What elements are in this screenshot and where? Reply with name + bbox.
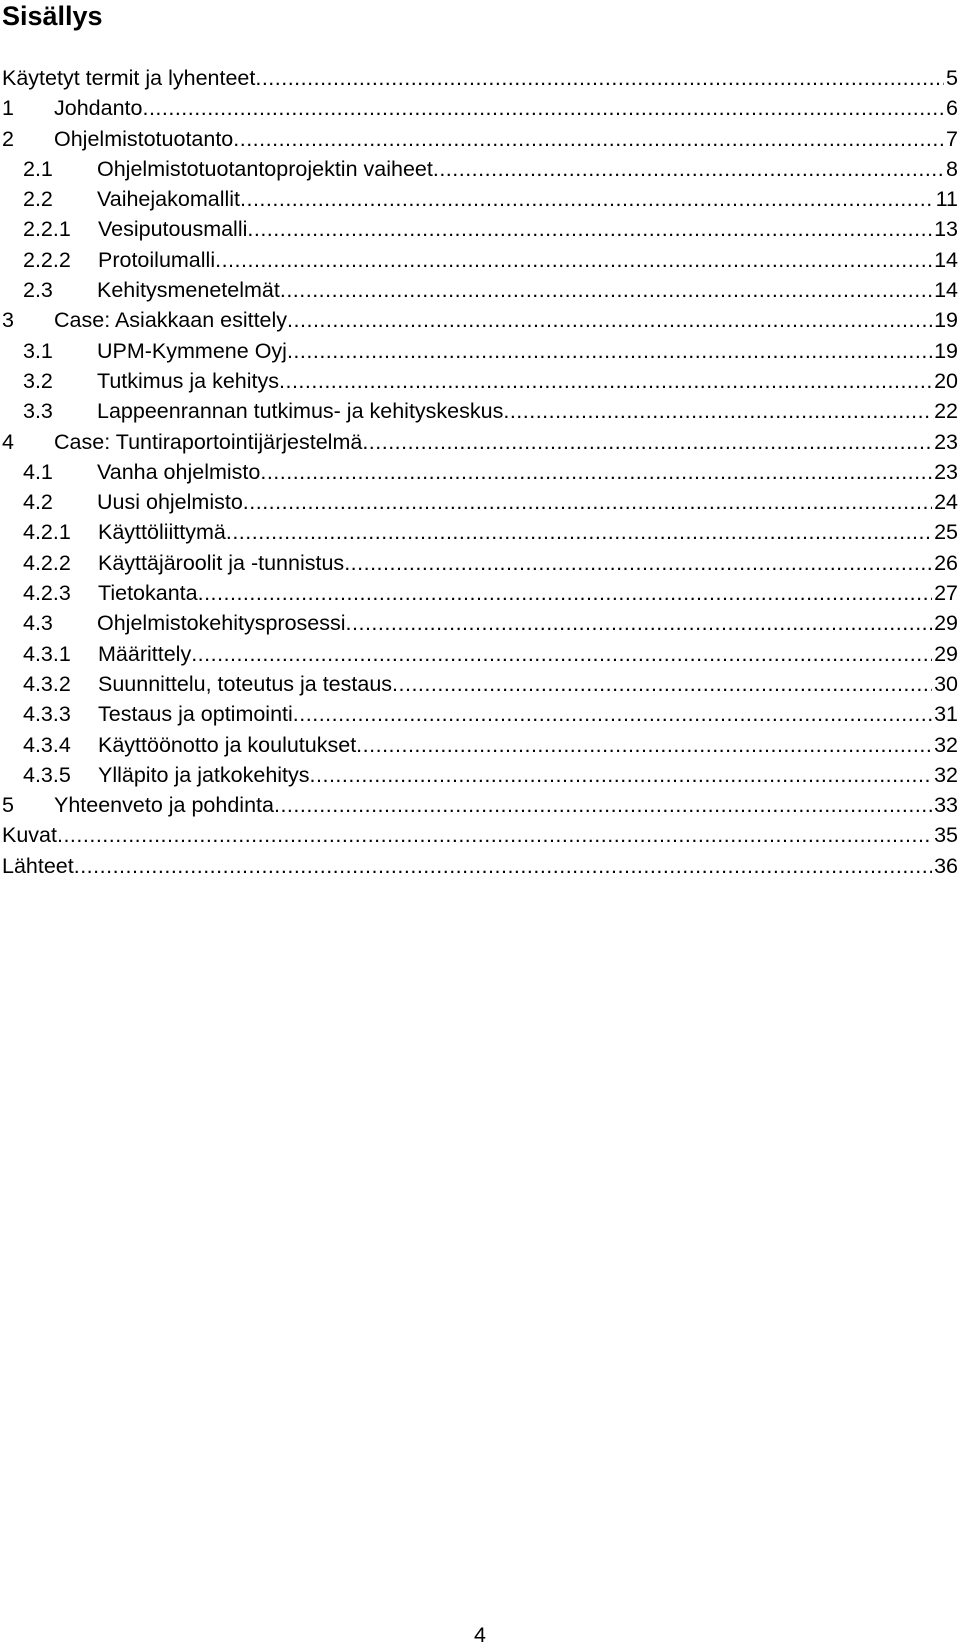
toc-dot-leader — [240, 184, 934, 214]
toc-entry[interactable] — [2, 730, 958, 760]
table-of-contents — [2, 63, 958, 881]
toc-entry-page: 20 — [934, 368, 958, 393]
toc-entry-page: 5 — [946, 66, 958, 90]
toc-entry-page: 27 — [934, 581, 958, 606]
toc-entry-title: Yhteenveto ja pohdinta — [54, 793, 274, 818]
toc-entry-page: 24 — [934, 490, 958, 515]
toc-entry-number: 5 — [2, 793, 14, 818]
toc-entry-title: Tutkimus ja kehitys — [97, 368, 280, 393]
toc-entry[interactable] — [2, 457, 958, 487]
toc-entry-title: Ylläpito ja jatkokehitys — [98, 762, 310, 787]
toc-entry-title: Kehitysmenetelmät — [97, 278, 280, 303]
toc-entry-page: 19 — [934, 308, 958, 333]
toc-dot-leader — [344, 548, 932, 578]
toc-entry-number: 4.3 — [23, 611, 53, 636]
toc-entry-page: 8 — [946, 156, 958, 181]
toc-entry-page: 11 — [935, 187, 958, 212]
toc-entry[interactable] — [2, 548, 958, 578]
toc-entry-page: 32 — [934, 732, 958, 757]
toc-dot-leader — [280, 275, 932, 305]
toc-dot-leader — [198, 578, 932, 608]
toc-entry-title: Vanha ohjelmisto — [97, 459, 261, 484]
toc-entry[interactable] — [2, 336, 958, 366]
toc-entry[interactable] — [2, 760, 958, 790]
toc-entry[interactable] — [2, 305, 958, 335]
toc-entry-page: 32 — [934, 762, 958, 787]
toc-entry-title: Suunnittelu, toteutus ja testaus — [98, 671, 393, 696]
toc-entry-number: 2.2.2 — [23, 247, 71, 272]
toc-entry[interactable] — [2, 184, 958, 214]
toc-entry[interactable] — [2, 820, 958, 850]
toc-entry-page: 14 — [934, 278, 958, 303]
toc-entry-title: UPM-Kymmene Oyj — [97, 338, 287, 363]
toc-dot-leader — [243, 487, 932, 517]
toc-dot-leader — [287, 305, 932, 335]
toc-entry[interactable] — [2, 851, 958, 881]
toc-entry-title: Johdanto — [54, 96, 143, 121]
toc-entry-title: Ohjelmistotuotanto — [54, 126, 234, 151]
toc-entry-title: Ohjelmistotuotantoprojektin vaiheet — [97, 156, 433, 181]
toc-dot-leader — [247, 214, 932, 244]
toc-entry[interactable] — [2, 790, 958, 820]
toc-entry-title: Uusi ohjelmisto — [97, 490, 243, 515]
toc-entry[interactable] — [2, 93, 958, 123]
toc-entry-title: Protoilumalli — [98, 247, 216, 272]
toc-entry-page: 23 — [934, 429, 958, 454]
toc-entry-page: 14 — [934, 247, 958, 272]
toc-entry[interactable] — [2, 124, 958, 154]
toc-entry-title: Testaus ja optimointi — [98, 702, 293, 727]
toc-entry-number: 4.3.3 — [23, 702, 71, 727]
toc-entry[interactable] — [2, 487, 958, 517]
toc-entry[interactable] — [2, 578, 958, 608]
toc-entry-title: Lappeenrannan tutkimus- ja kehityskeskus — [97, 399, 504, 424]
toc-entry-number: 2.1 — [23, 156, 53, 181]
toc-dot-leader — [362, 427, 932, 457]
toc-entry-title: Käyttöliittymä — [98, 520, 226, 545]
toc-dot-leader — [142, 93, 944, 123]
toc-dot-leader — [287, 336, 932, 366]
toc-dot-leader — [293, 699, 932, 729]
toc-dot-leader — [503, 396, 932, 426]
toc-entry-page: 6 — [946, 96, 958, 121]
toc-entry[interactable] — [2, 214, 958, 244]
toc-entry-number: 1 — [2, 96, 14, 121]
toc-entry-page: 29 — [934, 641, 958, 666]
toc-entry[interactable] — [2, 608, 958, 638]
toc-entry-page: 13 — [934, 217, 958, 242]
toc-entry-number: 4.2 — [23, 490, 53, 515]
toc-entry[interactable] — [2, 669, 958, 699]
toc-dot-leader — [255, 63, 944, 93]
toc-entry-page: 29 — [934, 611, 958, 636]
toc-entry-number: 4.3.1 — [23, 641, 71, 666]
toc-entry-title: Tietokanta — [98, 581, 198, 606]
toc-entry-page: 7 — [946, 126, 958, 151]
toc-entry-number: 3.1 — [23, 338, 53, 363]
toc-entry-number: 4.3.5 — [23, 762, 71, 787]
toc-dot-leader — [356, 730, 932, 760]
toc-entry[interactable] — [2, 63, 958, 93]
toc-dot-leader — [346, 608, 933, 638]
toc-entry-number: 4.2.2 — [23, 550, 71, 575]
toc-entry-page: 35 — [934, 823, 958, 848]
toc-entry-title: Määrittely — [98, 641, 192, 666]
toc-entry-page: 19 — [934, 338, 958, 363]
toc-entry-page: 31 — [934, 702, 958, 727]
toc-entry-title: Lähteet — [2, 853, 74, 878]
toc-dot-leader — [433, 154, 944, 184]
toc-entry-page: 22 — [934, 399, 958, 424]
toc-entry-number: 4.1 — [23, 459, 53, 484]
toc-entry-number: 2.2 — [23, 187, 53, 212]
page-title: Sisällys — [2, 1, 103, 31]
toc-entry-page: 33 — [934, 793, 958, 818]
toc-entry[interactable] — [2, 154, 958, 184]
toc-entry-number: 2.2.1 — [23, 217, 71, 242]
toc-entry-number: 2.3 — [23, 278, 53, 303]
toc-entry-title: Case: Tuntiraportointijärjestelmä — [54, 429, 363, 454]
toc-entry-number: 4.3.2 — [23, 671, 71, 696]
toc-entry-title: Käyttäjäroolit ja -tunnistus — [98, 550, 345, 575]
toc-entry-number: 3 — [2, 308, 14, 333]
toc-entry-page: 36 — [934, 853, 958, 878]
toc-dot-leader — [215, 245, 932, 275]
page-number: 4 — [474, 1623, 486, 1647]
toc-dot-leader — [279, 366, 932, 396]
toc-entry-title: Käyttöönotto ja koulutukset — [98, 732, 357, 757]
toc-entry-number: 4.2.1 — [23, 520, 71, 545]
toc-entry-number: 4 — [2, 429, 14, 454]
toc-dot-leader — [392, 669, 932, 699]
toc-dot-leader — [226, 517, 932, 547]
toc-entry-page: 23 — [934, 459, 958, 484]
toc-entry[interactable] — [2, 396, 958, 426]
toc-entry-title: Vesiputousmalli — [98, 217, 248, 242]
toc-entry[interactable] — [2, 699, 958, 729]
toc-entry-page: 25 — [934, 520, 958, 545]
toc-dot-leader — [57, 820, 932, 850]
toc-entry[interactable] — [2, 275, 958, 305]
toc-dot-leader — [74, 851, 932, 881]
toc-dot-leader — [191, 639, 932, 669]
toc-entry[interactable] — [2, 245, 958, 275]
toc-dot-leader — [260, 457, 932, 487]
toc-entry-title: Vaihejakomallit — [97, 187, 241, 212]
toc-entry-page: 26 — [934, 550, 958, 575]
toc-entry[interactable] — [2, 427, 958, 457]
toc-entry-number: 4.2.3 — [23, 581, 71, 606]
toc-entry[interactable] — [2, 639, 958, 669]
toc-entry-number: 3.2 — [23, 368, 53, 393]
toc-dot-leader — [310, 760, 933, 790]
toc-entry-title: Kuvat — [2, 823, 57, 848]
toc-entry-title: Käytetyt termit ja lyhenteet — [2, 66, 256, 90]
toc-entry[interactable] — [2, 366, 958, 396]
toc-entry-title: Ohjelmistokehitysprosessi — [97, 611, 346, 636]
toc-entry-page: 30 — [934, 671, 958, 696]
toc-entry-number: 3.3 — [23, 399, 53, 424]
toc-entry[interactable] — [2, 517, 958, 547]
toc-entry-number: 4.3.4 — [23, 732, 71, 757]
toc-entry-number: 2 — [2, 126, 14, 151]
toc-dot-leader — [233, 124, 944, 154]
toc-dot-leader — [274, 790, 932, 820]
toc-entry-title: Case: Asiakkaan esittely — [54, 308, 288, 333]
